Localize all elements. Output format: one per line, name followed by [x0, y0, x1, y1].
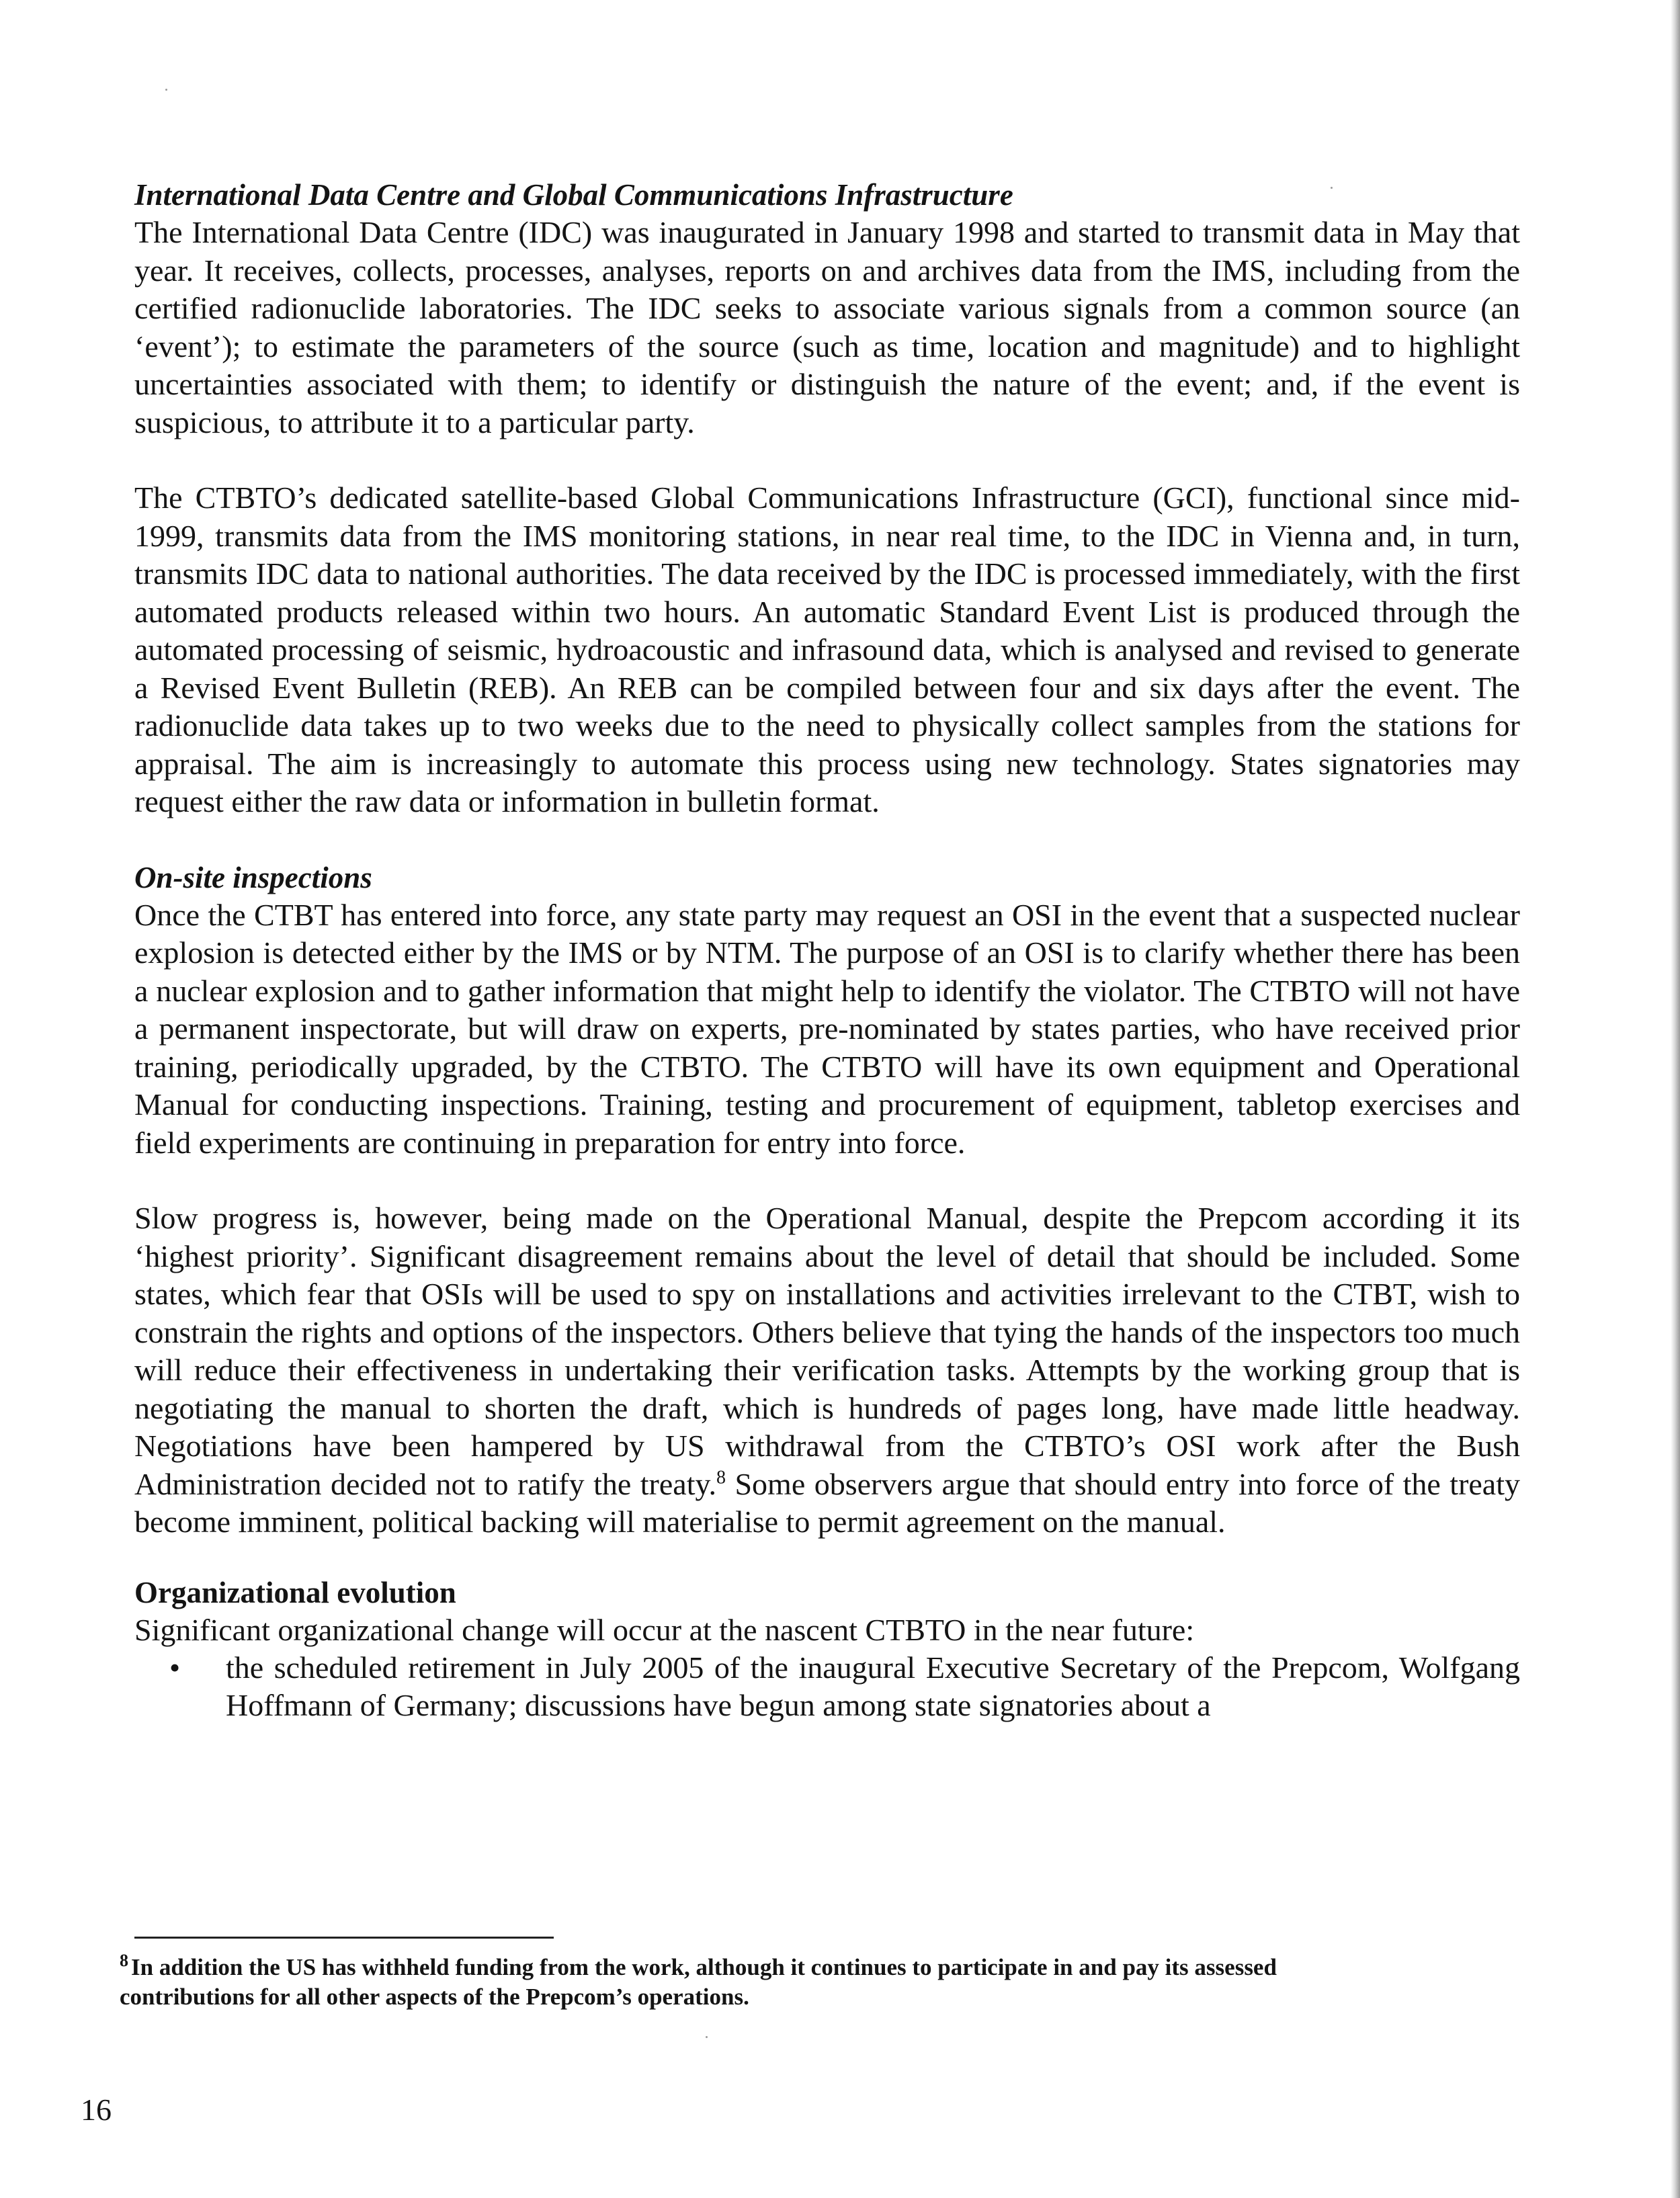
paragraph-osi-2-continued: Some observers argue that should entry into force of the treaty become imminent, political backing will materialise to permit agreement on the manual. [134, 1466, 1520, 1539]
section-heading-idc: International Data Centre and Global Communications Infrastructure [134, 178, 1013, 212]
paragraph-gap [134, 441, 1520, 479]
bullet-icon: • [169, 1650, 181, 1685]
paragraph-osi-2-text: Slow progress is, however, being made on the Operational Manual, despite the Prepcom according it its ‘highest priority’. Significant disagreement remains about the level of detail that should be included. Some states, which fear that OSIs will be used to spy on installations and activities irrelevant to the CTBT, wish to constrain the rights and options of the inspectors. Others believe that tying the hands of the inspectors too much will reduce their effectiveness in undertaking their verification tasks. Attempts by the working group that is negotiating the manual to shorten the draft, which is hundreds of pages long, have made little headway. Negotiations have been hampered by US withdrawal from the CTBTO’s OSI work after the Bush Administration decided not to ratify the treaty. [134, 1201, 1520, 1501]
scan-speck [706, 2036, 708, 2038]
body-text [134, 176, 1520, 1724]
scan-speck [1331, 187, 1333, 189]
paragraph-gap [134, 821, 1520, 859]
bullet-list [134, 1649, 1520, 1724]
scan-edge-shadow [1671, 0, 1680, 2198]
section-heading-org: Organizational evolution [134, 1575, 456, 1609]
footnote-text: In addition the US has withheld funding from the work, although it continues to participate in and pay its assessed contributions for all other aspects of the Prepcom’s operations. [120, 1954, 1277, 2010]
paragraph-idc-2: The CTBTO’s dedicated satellite-based Global Communications Infrastructure (GCI), functional since mid-1999, transmits data from the IMS monitoring stations, in near real time, to the IDC in Vienna and, in turn, transmits IDC data to national authorities. The data received by the IDC is processed immediately, with the first automated products released within two hours. An automatic Standard Event List is produced through the automated processing of seismic, hydroacoustic and infrasound data, which is analysed and revised to generate a Revised Event Bulletin (REB). An REB can be compiled between four and six days after the event. The radionuclide data takes up to two weeks due to the need to physically collect samples from the stations for appraisal. The aim is increasingly to automate this process using new technology. States signatories may request either the raw data or information in bulletin format. [134, 480, 1520, 818]
footnote [120, 1953, 1396, 2012]
paragraph-idc-1: The International Data Centre (IDC) was inaugurated in January 1998 and started to transmit data in May that year. It receives, collects, processes, analyses, reports on and archives data from the IMS, including from the certified radionuclide laboratories. The IDC seeks to associate various signals from a common source (an ‘event’); to estimate the parameters of the source (such as time, location and magnitude) and to highlight uncertainties associated with them; to identify or distinguish the nature of the event; and, if the event is suspicious, to attribute it to a particular party. [134, 215, 1520, 439]
footnote-reference[interactable]: 8 [716, 1467, 726, 1488]
paragraph-org-intro: Significant organizational change will occur at the nascent CTBTO in the near future: [134, 1612, 1195, 1647]
paragraph-osi-2 [134, 1199, 1520, 1541]
page-number: 16 [81, 2093, 112, 2127]
paragraph-osi-1: Once the CTBT has entered into force, any state party may request an OSI in the event that a suspected nuclear explosion is detected either by the IMS or by NTM. The purpose of an OSI is to clarify whether there has been a nuclear explosion and to gather information that might help to identify the violator. The CTBTO will not have a permanent inspectorate, but will draw on experts, pre-nominated by states parties, who have received prior training, periodically upgraded, by the CTBTO. The CTBTO will have its own equipment and Operational Manual for conducting inspections. Training, testing and procurement of equipment, tabletop exercises and field experiments are continuing in preparation for entry into force. [134, 897, 1520, 1160]
paragraph-gap [134, 1162, 1520, 1199]
paragraph-gap [134, 1541, 1520, 1574]
list-item-text: the scheduled retirement in July 2005 of the inaugural Executive Secretary of the Prepcom, Wolfgang Hoffmann of Germany; discussions have begun among state signatories about a [226, 1650, 1520, 1722]
footnote-divider [134, 1937, 554, 1939]
list-item [134, 1649, 1520, 1724]
section-heading-osi: On-site inspections [134, 860, 372, 894]
footnote-number: 8 [120, 1951, 128, 1971]
scan-speck [165, 89, 167, 91]
